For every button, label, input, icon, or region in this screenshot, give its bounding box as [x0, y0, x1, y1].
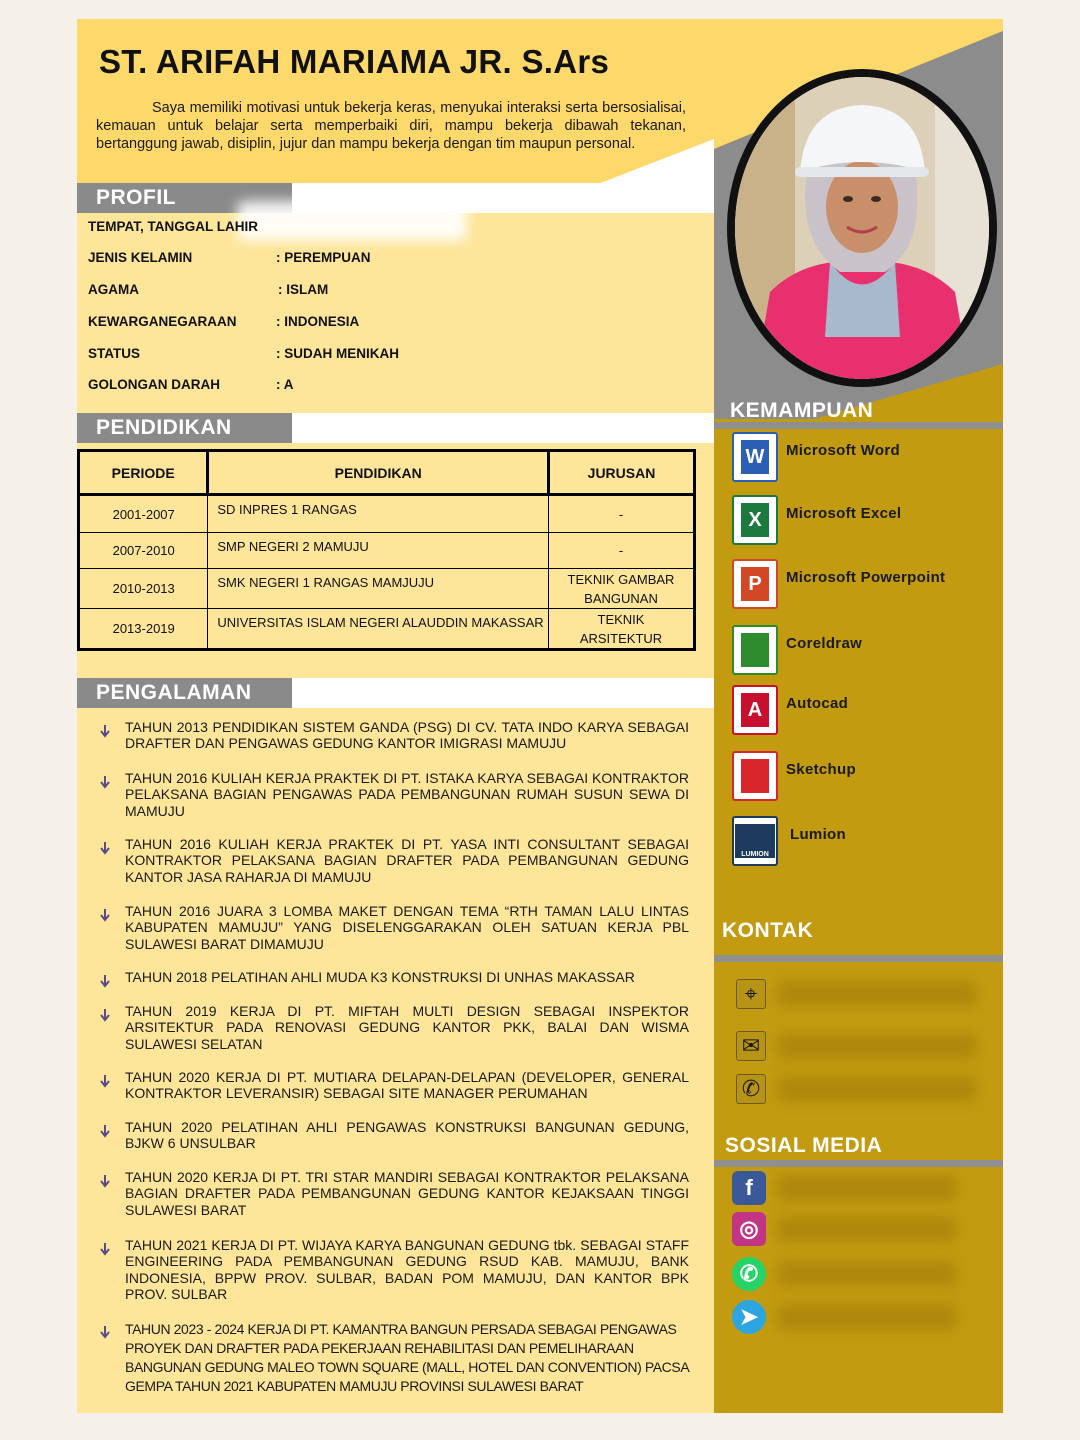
profile-label: GOLONGAN DARAH — [88, 377, 220, 392]
skill-icon-glyph: P — [741, 567, 769, 601]
experience-text: TAHUN 2020 PELATIHAN AHLI PENGAWAS KONSTRUKSI BANGUNAN GEDUNG, BJKW 6 UNSULBAR — [125, 1119, 689, 1152]
cv-page — [77, 19, 1003, 1413]
excel-icon — [732, 495, 778, 545]
experience-text: TAHUN 2020 KERJA DI PT. TRI STAR MANDIRI SEBAGAI KONTRAKTOR PELAKSANA BAGIAN DRAFTER PADA PEMBANGUNAN GEDUNG KANTOR KEJAKSAAN TINGGI SULAWESI BARAT — [125, 1169, 689, 1218]
contact-divider — [714, 955, 1003, 962]
word-icon — [732, 432, 778, 482]
arrow-down-icon — [99, 908, 111, 922]
arrow-down-icon — [99, 1074, 111, 1088]
mail-icon[interactable]: ✉ — [736, 1031, 766, 1061]
profile-value: : INDONESIA — [276, 314, 360, 329]
school-cell: UNIVERSITAS ISLAM NEGERI ALAUDDIN MAKASSAR — [208, 609, 549, 650]
summary-text: Saya memiliki motivasi untuk bekerja keras, menyukai interaksi serta bersosialisai, kemauan untuk belajar serta memperbaiki diri, mampu bekerja dibawah tekanan, bertanggung jawab, disiplin, jujur dan mampu bekerja dengan tim maupun personal. — [96, 100, 686, 152]
skill-label: Autocad — [786, 695, 849, 712]
skill-label: Microsoft Excel — [786, 505, 902, 522]
school-cell: SMK NEGERI 1 RANGAS MAMJUJU — [208, 569, 549, 609]
telegram-icon[interactable]: ➤ — [732, 1300, 766, 1334]
skill-label: Lumion — [790, 826, 846, 843]
major-cell: - — [549, 533, 695, 569]
arrow-down-icon — [99, 841, 111, 855]
blurred-birthdate — [237, 201, 467, 241]
major-cell: TEKNIK GAMBAR BANGUNAN — [549, 569, 695, 609]
arrow-down-icon — [99, 1124, 111, 1138]
social-heading: SOSIAL MEDIA — [725, 1134, 883, 1157]
arrow-down-icon — [99, 1174, 111, 1188]
education-header-band — [292, 413, 714, 443]
experience-heading: PENGALAMAN — [77, 678, 292, 708]
school-cell: SMP NEGERI 2 MAMUJU — [208, 533, 549, 569]
period-cell: 2001-2007 — [79, 495, 208, 533]
experience-text: TAHUN 2016 KULIAH KERJA PRAKTEK DI PT. ISTAKA KARYA SEBAGAI KONTRAKTOR PELAKSANA BAGIAN PENGAWAS PADA PEMBANGUNAN RUMAH SUSUN SEWA DI MAMUJU — [125, 770, 689, 819]
arrow-down-icon — [99, 974, 111, 988]
profile-value: : ISLAM — [278, 282, 329, 297]
table-row — [79, 609, 695, 650]
profile-label: TEMPAT, TANGGAL LAHIR — [88, 219, 258, 234]
table-row — [79, 569, 695, 609]
instagram-icon[interactable]: ◎ — [732, 1212, 766, 1246]
school-cell: SD INPRES 1 RANGAS — [208, 495, 549, 533]
redacted-social-text — [777, 1216, 957, 1242]
skill-label: Microsoft Word — [786, 442, 900, 459]
period-cell: 2007-2010 — [79, 533, 208, 569]
column-header-school: PENDIDIKAN — [208, 451, 549, 495]
profile-photo — [735, 77, 989, 379]
experience-text: TAHUN 2016 KULIAH KERJA PRAKTEK DI PT. YASA INTI CONSULTANT SEBAGAI KONTRAKTOR PELAKSANA BAGIAN DRAFTER PADA PEMBANGUNAN GEDUNG KANTOR JASA RAHARJA DI MAMUJU — [125, 836, 689, 885]
experience-header-band — [292, 678, 714, 708]
profile-value: : A — [276, 377, 294, 392]
whatsapp-icon[interactable]: ✆ — [732, 1257, 766, 1291]
experience-text: TAHUN 2020 KERJA DI PT. MUTIARA DELAPAN-DELAPAN (DEVELOPER, GENERAL KONTRAKTOR LEVERANSIR) SEBAGAI SITE MANAGER PERUMAHAN — [125, 1069, 689, 1102]
facebook-icon[interactable]: f — [732, 1171, 766, 1205]
arrow-down-icon — [99, 1242, 111, 1256]
major-cell: - — [549, 495, 695, 533]
experience-text: TAHUN 2019 KERJA DI PT. MIFTAH MULTI DESIGN SEBAGAI INSPEKTOR ARSITEKTUR PADA RENOVASI GEDUNG KANTOR PKK, BALAI DAN WISMA SULAWESI SELATAN — [125, 1003, 689, 1052]
contact-heading: KONTAK — [722, 919, 814, 942]
experience-text: TAHUN 2016 JUARA 3 LOMBA MAKET DENGAN TEMA “RTH TAMAN LALU LINTAS KABUPATEN MAMUJU” YANG DISELENGGARAKAN OLEH SATUAN KERJA PBL SULAWESI BARAT DIMAMUJU — [125, 903, 689, 952]
arrow-down-icon — [99, 724, 111, 738]
skills-heading: KEMAMPUAN — [730, 399, 874, 422]
phone-icon[interactable]: ✆ — [736, 1074, 766, 1104]
skill-icon-glyph: LUMION — [735, 824, 775, 858]
coreldraw-icon — [732, 625, 778, 675]
profile-heading: PROFIL — [77, 183, 292, 213]
experience-text: TAHUN 2023 - 2024 KERJA DI PT. KAMANTRA BANGUN PERSADA SEBAGAI PENGAWAS PROYEK DAN DRAFTER PADA PEKERJAAN REHABILITASI DAN PEMELIHARAAN BANGUNAN GEDUNG MALEO TOWN SQUARE (MALL, HOTEL DAN CONVENTION) PACSA GEMPA TAHUN 2021 KABUPATEN MAMUJU PROVINSI SULAWESI BARAT — [125, 1321, 689, 1394]
skill-icon-glyph — [741, 759, 769, 793]
profile-value: : PEREMPUAN — [276, 250, 371, 265]
powerpoint-icon — [732, 559, 778, 609]
location-icon[interactable]: ⌖ — [736, 979, 766, 1009]
skill-icon-glyph — [741, 633, 769, 667]
redacted-contact-text — [777, 1033, 977, 1059]
table-header-row — [79, 451, 695, 495]
profile-label: AGAMA — [88, 282, 139, 297]
period-cell: 2013-2019 — [79, 609, 208, 650]
skills-divider — [714, 422, 1003, 429]
skill-label: Microsoft Powerpoint — [786, 569, 946, 586]
profile-label: KEWARGANEGARAAN — [88, 314, 237, 329]
redacted-contact-text — [777, 1076, 977, 1102]
table-row — [79, 495, 695, 533]
profile-value: : SUDAH MENIKAH — [276, 346, 399, 361]
arrow-down-icon — [99, 1325, 111, 1339]
column-header-major: JURUSAN — [549, 451, 695, 495]
redacted-social-text — [777, 1304, 957, 1330]
skill-icon-glyph: W — [741, 440, 769, 474]
column-header-period: PERIODE — [79, 451, 208, 495]
skill-icon-glyph: A — [741, 693, 769, 727]
redacted-contact-text — [777, 981, 977, 1007]
experience-text: TAHUN 2013 PENDIDIKAN SISTEM GANDA (PSG) DI CV. TATA INDO KARYA SEBAGAI DRAFTER DAN PENGAWAS GEDUNG KANTOR IMIGRASI MAMUJU — [125, 719, 689, 752]
lumion-icon — [732, 816, 778, 866]
experience-text: TAHUN 2021 KERJA DI PT. WIJAYA KARYA BANGUNAN GEDUNG tbk. SEBAGAI STAFF ENGINEERING PADA PEMBANGUNAN GEDUNG RSUD KAB. MAMUJU, BANK INDONESIA, BPPW PROV. SULBAR, BADAN POM MAMUJU, DAN KANTOR BPK PROV. SULBAR — [125, 1237, 689, 1302]
major-cell: TEKNIK ARSITEKTUR — [549, 609, 695, 650]
social-divider — [714, 1160, 1003, 1167]
arrow-down-icon — [99, 775, 111, 789]
education-table — [77, 449, 696, 651]
arrow-down-icon — [99, 1008, 111, 1022]
autocad-icon — [732, 685, 778, 735]
redacted-social-text — [777, 1261, 957, 1287]
experience-text: TAHUN 2018 PELATIHAN AHLI MUDA K3 KONSTRUKSI DI UNHAS MAKASSAR — [125, 969, 635, 985]
skill-label: Sketchup — [786, 761, 856, 778]
skill-label: Coreldraw — [786, 635, 863, 652]
skill-icon-glyph: X — [741, 503, 769, 537]
profile-label: STATUS — [88, 346, 140, 361]
candidate-name: ST. ARIFAH MARIAMA JR. S.Ars — [99, 43, 610, 80]
education-heading: PENDIDIKAN — [77, 413, 292, 443]
period-cell: 2010-2013 — [79, 569, 208, 609]
redacted-social-text — [777, 1175, 957, 1201]
profile-label: JENIS KELAMIN — [88, 250, 193, 265]
table-row — [79, 533, 695, 569]
sketchup-icon — [732, 751, 778, 801]
